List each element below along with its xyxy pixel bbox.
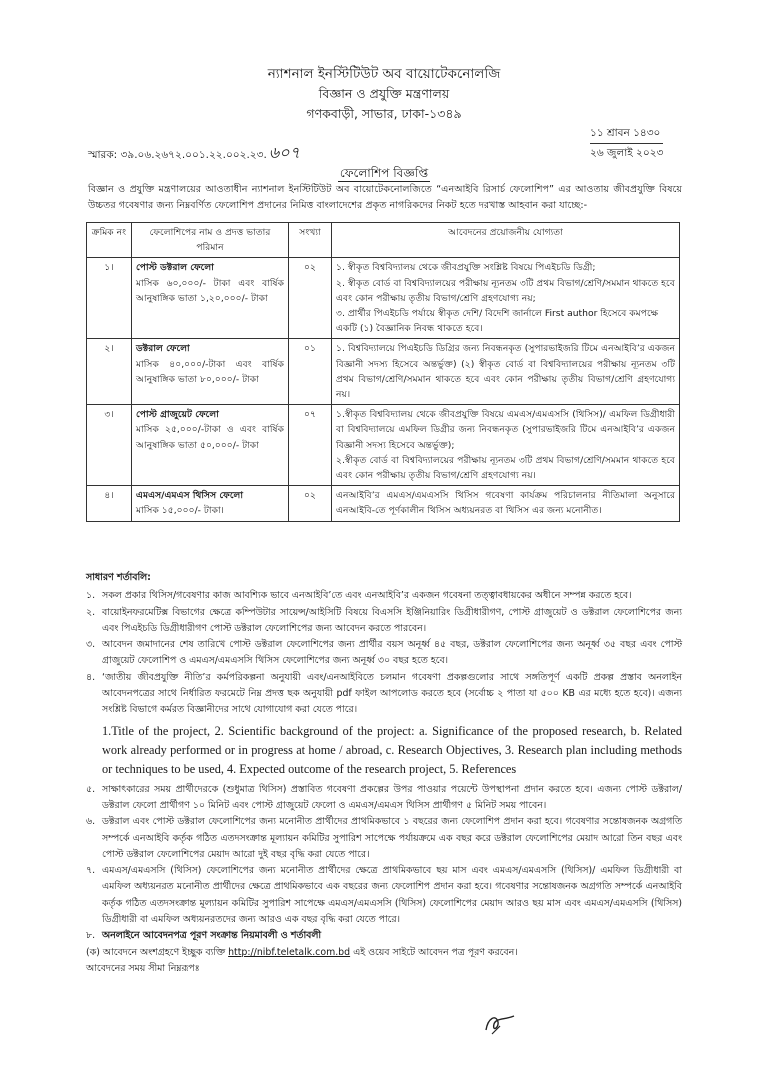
table-row xyxy=(87,339,680,405)
row-fellowship xyxy=(132,486,289,521)
memo-ref-handwritten: ৬০৭ xyxy=(268,143,300,162)
row-count: ০২ xyxy=(289,486,332,521)
qualification-line: ২.স্বীকৃত বোর্ড বা বিশ্ববিদ্যালয়ের পরীক্ষায় ন্যূনতম ৩টি প্রথম বিভাগ/শ্রেণি/সমমান থাকতে হবে এবং কোন পরীক্ষায় তৃতীয় বিভাগ/শ্রেণি গ্রহণযোগ্য নয়। xyxy=(336,454,675,482)
item-text: আবেদন জমাদানের শেষ তারিখে পোস্ট ডক্টরাল ফেলোশিপের জন্য প্রার্থীর বয়স অনূর্ধ্ব ৪৫ বছর, ডক্টরাল ফেলোশিপের জন্য অনূর্ধ্ব ৩৫ বছর এবং পোস্ট গ্রাজুয়েট ফেলোশিপ ও এমএস/এমএসসি থিসিস ফেলোশিপের জন্য অনূর্ধ্ব ৩০ বছর হতে হবে। xyxy=(102,639,682,667)
qualification-line: ৩. প্রার্থীর পিএইচডি পর্যায়ে স্বীকৃত দেশি/ বিদেশি জার্নালে First author হিসেবে কমপক্ষে একটি (১) বৈজ্ঞানিক নিবন্ধ থাকতে হবে। xyxy=(336,308,659,335)
item-text: সকল প্রকার থিসিস/গবেষণার কাজ আবশ্যিক ভাবে এনআইবি’তে এবং এনআইবি’র একজন গবেষনা তত্ত্বাবধায়কের অধীনে সম্পন্ন করতে হবে। xyxy=(102,590,632,602)
row-count: ০১ xyxy=(289,339,332,405)
header-name: ফেলোশিপের নাম ও প্রদত্ত ভাতার পরিমান xyxy=(132,223,289,258)
row-fellowship xyxy=(132,405,289,486)
memo-ref-number: স্মারক: ৩৯.০৬.২৬৭২.০০১.২২.০০২.২৩. xyxy=(88,149,267,161)
qualification-line: এনআইবি’র এমএস/এমএসসি থিসিস গবেষণা কার্যক্রম পরিচালনার নীতিমালা অনুসারে এনআইবি-তে পূর্ণকালীন থিসিস অধ্যয়নরত বা থিসিস এর জন্য মনোনীত। xyxy=(336,490,675,517)
deadline-label: আবেদনের সময় সীমা নিম্নরূপঃ xyxy=(86,962,200,974)
list-item xyxy=(86,782,682,815)
list-item xyxy=(86,588,682,604)
item-text: সাক্ষাৎকারের সময় প্রার্থীদেরকে (শুধুমাত্র থিসিস) প্রস্তাবিত গবেষণা প্রকল্পের উপর পাওয়ার পয়েন্টে উপস্থাপনা প্রদান করতে হবে। এজন্য পোস্ট ডক্টরাল/ ডক্টরাল ফেলো প্রার্থীগণ ১০ মিনিট এবং পোস্ট গ্রাজুয়েট ফেলো ও এমএস/এমএস থিসিস প্রার্থীগণ ৫ মিনিট সময় পাবেন। xyxy=(102,783,682,811)
row-qualification xyxy=(332,339,680,405)
header-sl: ক্রমিক নং xyxy=(87,223,132,258)
memo-dates xyxy=(590,124,663,163)
fellowship-name: এমএস/এমএস থিসিস ফেলো xyxy=(136,490,244,502)
table-row xyxy=(87,405,680,486)
apply-prefix: (ক) আবেদনে অংশগ্রহণে ইচ্ছুক ব্যক্তি xyxy=(86,946,226,958)
apply-suffix: এই ওয়েব সাইটে আবেদন পত্র পূরণ করবেন। xyxy=(353,946,518,958)
signature-icon xyxy=(480,1008,520,1038)
qualification-line: ১. বিশ্ববিদ্যালয়ে পিএইচডি ডিগ্রির জন্য নিবন্ধনকৃত (সুপারভাইজরি টিমে এনআইবি’র একজন বিজ্ঞানী সদস্য হিসেবে অন্তর্ভুক্ত) (২) স্বীকৃত বোর্ড বা বিশ্ববিদ্যালয়ের পরীক্ষায় ন্যূনতম ৩টি প্রথম বিভাগ/শ্রেণি/সমমান থাকতে হবে এবং কোন পরীক্ষায় তৃতীয় বিভাগ/শ্রেণি গ্রহণযোগ্য নয়। xyxy=(336,343,675,401)
list-item xyxy=(86,814,682,863)
apply-instruction xyxy=(86,945,682,961)
list-item xyxy=(86,670,682,719)
item-number: ১. xyxy=(86,590,96,602)
row-fellowship xyxy=(132,258,289,339)
qualification-line: ১.স্বীকৃত বিশ্ববিদ্যালয় থেকে জীবপ্রযুক্তি বিষয়ে এমএস/এমএসসি (থিসিস)/ এমফিল ডিগ্রীধারী বা বিশ্ববিদ্যালয়ে এমফিল ডিগ্রীর জন্য নিবন্ধনকৃত (সুপারভাইজরি টিমে এনআইবি’র একজন বিজ্ঞানী সদস্য হিসেবে অন্তর্ভুক্ত); xyxy=(336,409,675,451)
fellowship-name: পোস্ট গ্রাজুয়েট ফেলো xyxy=(136,409,219,421)
item-number: ৪. xyxy=(86,671,96,683)
row-qualification xyxy=(332,486,680,521)
row-sl: ৪। xyxy=(87,486,132,521)
row-count: ০৭ xyxy=(289,405,332,486)
list-item xyxy=(86,863,682,928)
intro-paragraph: বিজ্ঞান ও প্রযুক্তি মন্ত্রণালয়ের আওতাধীন ন্যাশনাল ইনস্টিটিউট অব বায়োটেকনোলজিতে “এনআইবি রিসার্চ ফেলোশিপ” এর আওতায় জীবপ্রযুক্তি বিষয়ে উচ্চতর গবেষণার জন্য নিম্নবর্ণিত ফেলোশিপ প্রদানের নিমিত্ত বাংলাদেশের প্রকৃত নাগরিকদের নিকট হতে দরখাস্ত আহবান করা যাচ্ছে:- xyxy=(88,184,682,211)
date-bangla: ১১ শ্রাবন ১৪৩০ xyxy=(590,124,663,144)
item-number: ৮. xyxy=(86,930,96,942)
proposal-format: 1.Title of the project, 2. Scientific background of the project: a. Significance of the proposed research, b. Related work already performed or in progress at home / abroad, c. Research Objectives, 3. Research plan including methods or techniques to be used, 4. Expected outcome of the research project, 5. References xyxy=(102,723,682,776)
general-conditions xyxy=(86,570,682,977)
header-count: সংখ্যা xyxy=(289,223,332,258)
item-text: ‘জাতীয় জীবপ্রযুক্তি নীতি’র কর্মপরিকল্পনা অনুযায়ী এবং/এনআইবিতে চলমান গবেষণা প্রকল্পগুলোর সাথে সঙ্গতিপূর্ণ একটি প্রকল্প প্রস্তাব অনলাইন আবেদনপত্রের সাথে নির্ধারিত ফরমেটে নিম্ন প্রদত্ত ছক অনুযায়ী pdf ফাইল আপলোড করতে হবে (সর্বোচ্চ ২ পাতা যা ৫০০ KB এর মধ্যে হতে হবে)। এজন্য সংশ্লিষ্ট বিভাগে কর্মরত বিজ্ঞানীদের সাথে যোগাযোগ করা যেতে পারে। xyxy=(102,671,682,716)
letterhead xyxy=(0,64,768,124)
item-text: বায়োইনফরমেটিক্স বিভাগের ক্ষেত্রে কম্পিউটার সায়েন্স/আইসিটি বিষয়ে বিএসসি ইঞ্জিনিয়ারিং ডিগ্রীধারীগণ, পোস্ট গ্রাজুয়েট ও ডক্টরাল ফেলোশিপের জন্য এবং পিএইচডি ডিগ্রীধারীগণ পোস্ট ডক্টরাল ফেলোশিপের জন্য আবেদন করতে পারবেন। xyxy=(102,606,682,634)
table-row xyxy=(87,258,680,339)
qualification-line: ২. স্বীকৃত বোর্ড বা বিশ্ববিদ্যালয়ের পরীক্ষায় ন্যূনতম ৩টি প্রথম বিভাগ/শ্রেণি/সমমান থাকতে হবে এবং কোন পরীক্ষায় তৃতীয় বিভাগ/শ্রেণি গ্রহণযোগ্য নয়; xyxy=(336,277,675,304)
row-sl: ৩। xyxy=(87,405,132,486)
fellowship-allowance: মাসিক ৬০,০০০/- টাকা এবং বার্ষিক আনুষাঙ্গিক ভাতা ১,২০,০০০/- টাকা xyxy=(136,277,284,304)
item-number: ৬. xyxy=(86,816,96,828)
address: গণকবাড়ী, সাভার, ঢাকা-১৩৪৯ xyxy=(306,106,462,121)
row-sl: ১। xyxy=(87,258,132,339)
item-number: ২. xyxy=(86,606,96,618)
item-text: অনলাইনে আবেদনপত্র পূরণ সংক্রান্ত নিয়মাবলী ও শর্তাবলী xyxy=(102,930,322,942)
fellowship-allowance: মাসিক ৪০,০০০/-টাকা এবং বার্ষিক আনুষাঙ্গিক ভাতা ৮০,০০০/- টাকা xyxy=(136,358,284,385)
row-qualification xyxy=(332,258,680,339)
item-number: ৭. xyxy=(86,865,96,877)
header-qualification: আবেদনের প্রয়োজনীয় যোগ্যতা xyxy=(332,223,680,258)
item-number: ৩. xyxy=(86,639,96,651)
row-sl: ২। xyxy=(87,339,132,405)
fellowship-name: ডক্টরাল ফেলো xyxy=(136,343,190,355)
row-qualification xyxy=(332,405,680,486)
institute-name: ন্যাশনাল ইনস্টিটিউট অব বায়োটেকনোলজি xyxy=(267,66,501,82)
fellowship-table xyxy=(86,222,680,522)
fellowship-name: পোস্ট ডক্টরাল ফেলো xyxy=(136,262,214,274)
list-item xyxy=(86,928,682,944)
table-header-row xyxy=(87,223,680,258)
item-number: ৫. xyxy=(86,783,96,795)
date-english: ২৬ জুলাই ২০২৩ xyxy=(590,147,664,159)
fellowship-allowance: মাসিক ২৫,০০০/-টাকা ও এবং বার্ষিক আনুষাঙ্গিক ভাতা ৫০,০০০/- টাকা xyxy=(136,424,284,451)
list-item xyxy=(86,637,682,670)
list-item xyxy=(86,605,682,638)
notice-title: ফেলোশিপ বিজ্ঞপ্তি xyxy=(339,166,429,180)
item-text: ডক্টরাল এবং পোস্ট ডক্টরাল ফেলোশিপের জন্য মনোনীত প্রার্থীদের প্রাথমিকভাবে ১ বছরের জন্য ফেলোশিপ প্রদান করা হবে। গবেষণার সন্তোষজনক অগ্রগতি সম্পর্কে এনআইবি কর্তৃক গঠিত এতদসংক্রান্ত মূল্যায়ন কমিটির সুপারিশ সাপেক্ষে পর্যায়ক্রমে এক বছর করে ডক্টরাল ফেলোশিপের মেয়াদ আরো তিন বছর এবং পোস্ট ডক্টরাল ফেলোশিপের মেয়াদ আরো দুই বছর বৃদ্ধি করা যেতে পারে। xyxy=(102,816,682,860)
row-fellowship xyxy=(132,339,289,405)
item-text: এমএস/এমএসসি (থিসিস) ফেলোশিপের জন্য মনোনীত প্রার্থীদের ক্ষেত্রে প্রাথমিকভাবে ছয় মাস এবং এমএস/এমএসসি (থিসিস)/ এমফিল ডিগ্রীধারী বা এমফিল অধ্যয়নরত মনোনীত প্রার্থীদের ক্ষেত্রে প্রাথমিকভাবে এক বছরের জন্য ফেলোশিপ প্রদান করা হবে। গবেষণার সন্তোষজনক অগ্রগতি সম্পর্কে এনআইবি কর্তৃক গঠিত এতদসংক্রান্ত মূল্যায়ন কমিটির সুপারিশ সাপেক্ষে এমএস/এমএসসি (থিসিস) ফেলোশিপের মেয়াদ আরও ছয় মাস এবং এমএস/এমএসসি (থিসিস) ডিগ্রীধারী বা এমফিল অধ্যয়নরতদের জন্য আরও এক বছর বৃদ্ধি করা যেতে পারে। xyxy=(102,865,682,926)
apply-link[interactable]: http://nibf.teletalk.com.bd xyxy=(228,946,351,958)
general-conditions-heading: সাধারণ শর্তাবলি: xyxy=(86,572,151,583)
qualification-line: ১. স্বীকৃত বিশ্ববিদ্যালয় থেকে জীবপ্রযুক্তি সংশ্লিষ্ট বিষয়ে পিএইচডি ডিগ্রী; xyxy=(336,262,596,274)
table-row xyxy=(87,486,680,521)
fellowship-allowance: মাসিক ১৫,০০০/- টাকা। xyxy=(136,505,224,517)
ministry-name: বিজ্ঞান ও প্রযুক্তি মন্ত্রণালয় xyxy=(318,86,450,101)
row-count: ০২ xyxy=(289,258,332,339)
